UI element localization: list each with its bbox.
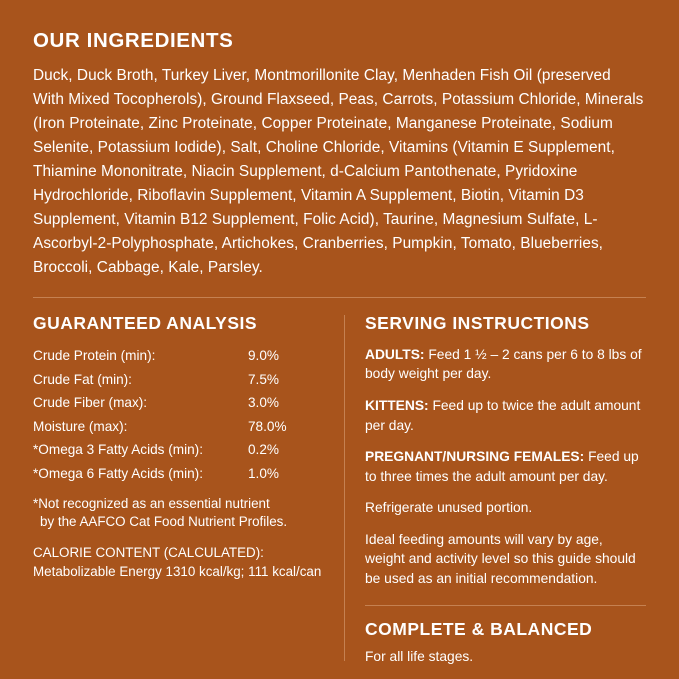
nutrient-value: 7.5% xyxy=(248,371,279,387)
serving-adults xyxy=(365,345,646,384)
aafco-footnote xyxy=(33,495,326,531)
serving-adults-text: Feed 1 ½ – 2 cans per 6 to 8 lbs of body weight per day. xyxy=(365,346,642,382)
nutrient-label: *Omega 6 Fatty Acids (min): xyxy=(33,466,203,482)
serving-guide-note: Ideal feeding amounts will vary by age, weight and activity level so this guide should be used as an initial recommendation. xyxy=(365,531,636,587)
table-row xyxy=(33,416,326,440)
serving-pregnant-text: Feed up to three times the adult amount per day. xyxy=(365,449,639,484)
serving-instructions-heading: SERVING INSTRUCTIONS xyxy=(365,312,590,333)
calorie-content xyxy=(33,544,326,581)
table-row xyxy=(33,439,326,463)
serving-refrigerate: Refrigerate unused portion. xyxy=(365,500,533,516)
calorie-content-heading: CALORIE CONTENT (CALCULATED): xyxy=(33,545,264,561)
table-row xyxy=(33,463,326,487)
nutrient-label: Crude Fiber (max): xyxy=(33,395,148,411)
vertical-divider xyxy=(344,315,345,661)
nutrient-label: *Omega 3 Fatty Acids (min): xyxy=(33,442,203,458)
nutrient-label: Moisture (max): xyxy=(33,418,128,434)
nutrient-label: Crude Protein (min): xyxy=(33,348,156,364)
serving-instructions-section xyxy=(345,313,646,669)
serving-kittens-text: Feed up to twice the adult amount per day. xyxy=(365,397,641,433)
serving-pregnant-label: PREGNANT/NURSING FEMALES: xyxy=(365,449,585,465)
horizontal-divider xyxy=(33,297,646,298)
nutrient-value: 0.2% xyxy=(248,442,279,458)
serving-pregnant xyxy=(365,447,646,486)
complete-balanced-divider xyxy=(365,605,646,606)
ingredients-text: Duck, Duck Broth, Turkey Liver, Montmorillonite Clay, Menhaden Fish Oil (preserved With Mixed Tocopherols), Ground Flaxseed, Peas, Carrots, Potassium Chloride, Minerals (Iron Proteinate, Zinc Proteinate, Copper Proteinate, Manganese Proteinate, Sodium Selenite, Potassium Iodide), Salt, Choline Chloride, Vitamins (Vitamin E Supplement, Thiamine Mononitrate, Niacin Supplement, d-Calcium Pantothenate, Pyridoxine Hydrochloride, Riboflavin Supplement, Vitamin A Supplement, Biotin, Vitamin D3 Supplement, Vitamin B12 Supplement, Folic Acid), Taurine, Magnesium Sulfate, L-Ascorbyl-2-Polyphosphate, Artichokes, Cranberries, Pumpkin, Tomato, Blueberries, Broccoli, Cabbage, Kale, Parsley. xyxy=(33,66,644,276)
complete-balanced-heading: COMPLETE & BALANCED xyxy=(365,618,593,639)
nutrient-label: Crude Fat (min): xyxy=(33,371,132,387)
serving-adults-label: ADULTS: xyxy=(365,346,425,362)
serving-kittens xyxy=(365,396,646,435)
serving-kittens-label: KITTENS: xyxy=(365,397,429,413)
guaranteed-analysis-section xyxy=(33,313,344,669)
guaranteed-analysis-table xyxy=(33,345,326,486)
table-row xyxy=(33,392,326,416)
table-row xyxy=(33,368,326,392)
aafco-footnote-line2: by the AAFCO Cat Food Nutrient Profiles. xyxy=(40,514,288,530)
lower-columns xyxy=(33,313,646,669)
table-row xyxy=(33,345,326,369)
guaranteed-analysis-heading: GUARANTEED ANALYSIS xyxy=(33,312,258,333)
aafco-footnote-line1: *Not recognized as an essential nutrient xyxy=(33,496,270,512)
nutrient-value: 3.0% xyxy=(248,395,279,411)
nutrient-value: 1.0% xyxy=(248,466,279,482)
nutrient-value: 78.0% xyxy=(248,418,287,434)
complete-balanced-subtext: For all life stages. xyxy=(365,648,474,664)
ingredients-heading: OUR INGREDIENTS xyxy=(33,29,234,52)
calorie-content-value: Metabolizable Energy 1310 kcal/kg; 111 kcal/can xyxy=(33,563,322,579)
nutrient-value: 9.0% xyxy=(248,348,279,364)
